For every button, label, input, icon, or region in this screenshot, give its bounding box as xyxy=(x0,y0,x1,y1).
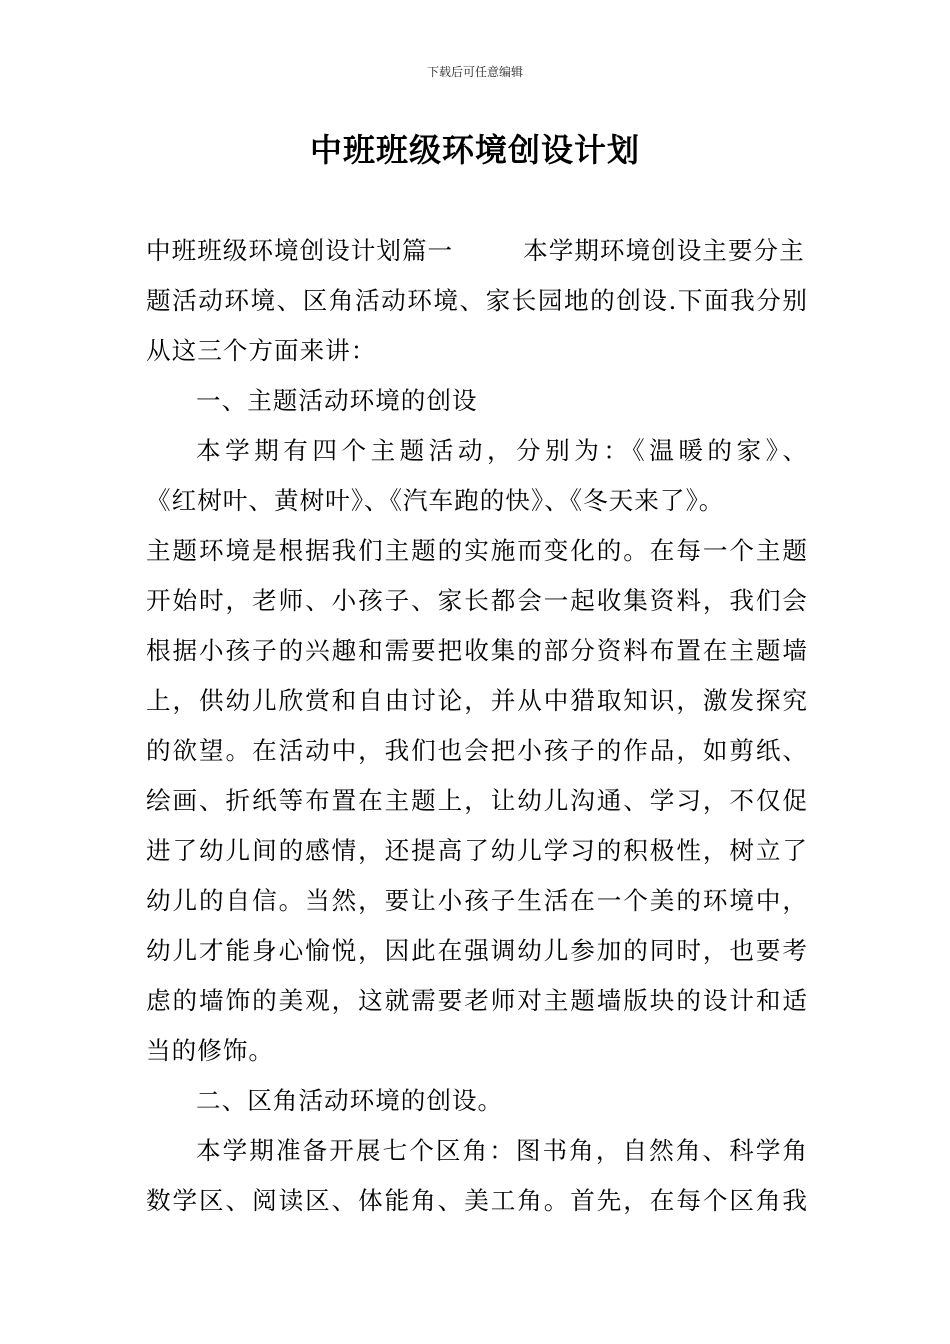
document-title: 中班班级环境创设计划 xyxy=(309,131,640,169)
body-line-19: 本学期准备开展七个区角：图书角，自然角、科学角 xyxy=(196,1136,808,1165)
body-line-13: 进了幼儿间的感情，还提高了幼儿学习的积极性，树立了 xyxy=(146,836,808,865)
document-body xyxy=(146,226,808,1226)
body-line-2: 题活动环境、区角活动环境、家长园地的创设.下面我分别 xyxy=(146,286,808,315)
paragraph-intro-start: 本学期环境创设主要分主 xyxy=(523,236,805,265)
header-note: 下载后可任意编辑 xyxy=(426,65,523,79)
body-line-15: 幼儿才能身心愉悦，因此在强调幼儿参加的同时，也要考 xyxy=(146,936,808,965)
body-line-3: 从这三个方面来讲： xyxy=(146,336,377,365)
section-heading-1: 一、主题活动环境的创设 xyxy=(196,386,478,415)
body-line-11: 的欲望。在活动中，我们也会把小孩子的作品，如剪纸、 xyxy=(146,736,808,765)
body-line-16: 虑的墙饰的美观，这就需要老师对主题墙版块的设计和适 xyxy=(146,986,808,1015)
section-title-part1: 中班班级环境创设计划篇一 xyxy=(146,236,454,265)
body-line-8: 开始时，老师、小孩子、家长都会一起收集资料，我们会 xyxy=(146,586,808,615)
body-line-10: 上，供幼儿欣赏和自由讨论，并从中猎取知识，激发探究 xyxy=(146,686,808,715)
body-line-7: 主题环境是根据我们主题的实施而变化的。在每一个主题 xyxy=(146,536,808,565)
body-line-12: 绘画、折纸等布置在主题上，让幼儿沟通、学习，不仅促 xyxy=(146,786,808,815)
body-line-9: 根据小孩子的兴趣和需要把收集的部分资料布置在主题墙 xyxy=(146,636,808,665)
body-line-14: 幼儿的自信。当然，要让小孩子生活在一个美的环境中， xyxy=(146,886,808,915)
body-line-5: 本学期有四个主题活动，分别为：《温暖的家》、 xyxy=(196,436,808,465)
body-line-1 xyxy=(146,226,808,276)
body-line-17: 当的修饰。 xyxy=(146,1036,274,1065)
body-line-6: 《红树叶、黄树叶》、《汽车跑的快》、《冬天来了》。 xyxy=(146,486,725,515)
section-heading-2: 二、区角活动环境的创设。 xyxy=(196,1086,504,1115)
body-line-20: 数学区、阅读区、体能角、美工角。首先，在每个区角我 xyxy=(146,1186,808,1215)
